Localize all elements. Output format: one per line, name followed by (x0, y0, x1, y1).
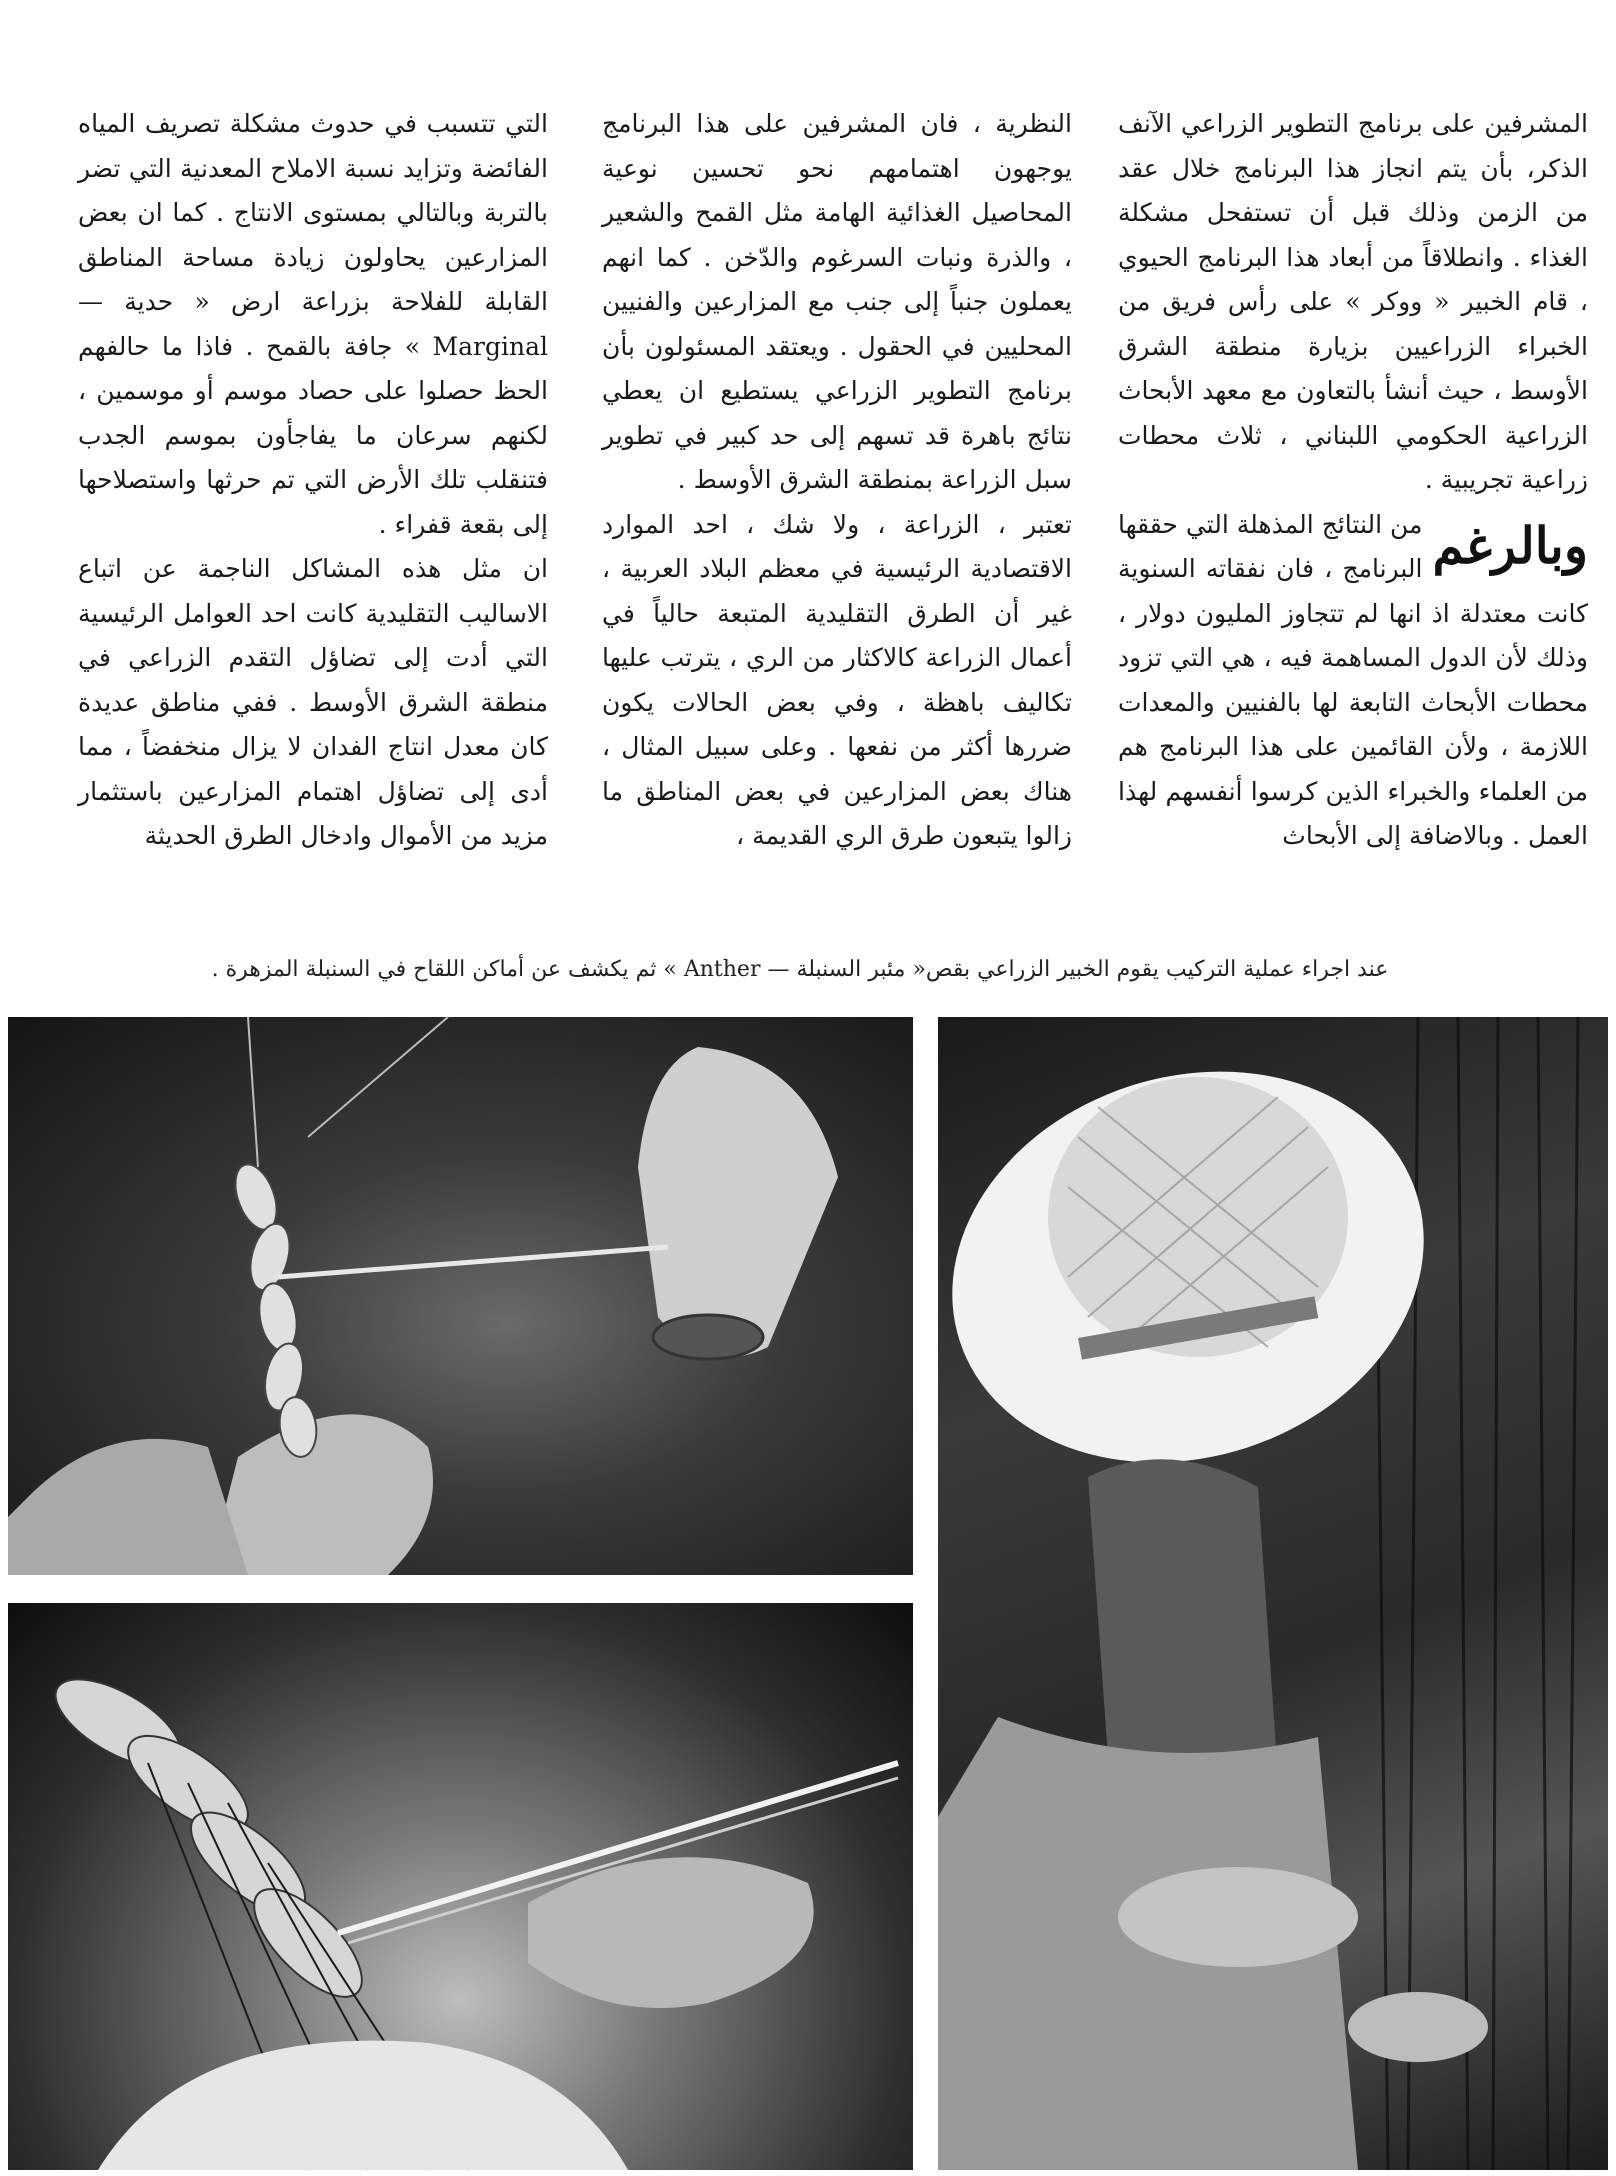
paragraph: ان مثل هذه المشاكل الناجمة عن اتباع الاساليب التقليدية كانت احد العوامل الرئيسية التي أدت إلى تضاؤل التقدم الزراعي في منطقة الشرق الأوسط . ففي مناطق عديدة كان معدل انتاج الفدان لا يزال منخفضاً ، مما أدى إلى تضاؤل اهتمام المزارعين باستثمار مزيد من الأموال وادخال الطرق الحديثة (78, 554, 548, 850)
photo-caption: عند اجراء عملية التركيب يقوم الخبير الزراعي بقص« مئبر السنبلة — Anther » ثم يكشف عن أماكن اللقاح في السنبلة المزهرة . (211, 957, 1389, 982)
text-column-left (78, 102, 548, 850)
scientist-photo-illustration (938, 1017, 1608, 2170)
paragraph: النظرية ، فان المشرفين على هذا البرنامج يوجهون اهتمامهم نحو تحسين نوعية المحاصيل الغذائية الهامة مثل القمح والشعير ، والذرة ونبات السرغوم والدّخن . كما انهم يعملون جنباً إلى جنب مع المزارعين والفنيين المحليين في الحقول . ويعتقد المسئولون بأن برنامج التطوير الزراعي يستطيع ان يعطي نتائج باهرة قد تسهم إلى حد كبير في تطوير سبل الزراعة بمنطقة الشرق الأوسط . (602, 109, 1072, 494)
photo-scientist-in-wheat-field (938, 1017, 1608, 2170)
photo-wheat-spike-closeup (8, 1603, 913, 2170)
paragraph-with-lead-word (1118, 503, 1588, 859)
paragraph-text: من النتائج المذهلة التي حققها البرنامج ، فان نفقاته السنوية كانت معتدلة اذ انها لم تتجاوز المليون دولار ، وذلك لأن الدول المساهمة فيه ، هي التي تزود محطات الأبحاث التابعة لها بالفنيين والمعدات اللازمة ، ولأن القائمين على هذا البرنامج هم من العلماء والخبراء الذين كرسوا أنفسهم لهذا العمل . وبالاضافة إلى الأبحاث (1118, 509, 1588, 850)
photo-hand-holding-wheat-ear (8, 1017, 913, 1575)
lead-word: وبالرغم (1432, 515, 1588, 575)
paragraph: التي تتسبب في حدوث مشكلة تصريف المياه الفائضة وتزايد نسبة الاملاح المعدنية التي تضر بالتربة وبالتالي بمستوى الانتاج . كما ان بعض المزارعين يحاولون زيادة مساحة المناطق القابلة للفلاحة بزراعة ارض « حدية — Marginal » جافة بالقمح . فاذا ما حالفهم الحظ حصلوا على حصاد موسم أو موسمين ، لكنهم سرعان ما يفاجأون بموسم الجدب فتنقلب تلك الأرض التي تم حرثها واستصلاحها إلى بقعة قفراء . (78, 109, 548, 539)
text-column-middle (602, 102, 1072, 850)
paragraph: المشرفين على برنامج التطوير الزراعي الآنف الذكر، بأن يتم انجاز هذا البرنامج خلال عقد من الزمن وذلك قبل أن تستفحل مشكلة الغذاء . وانطلاقاً من أبعاد هذا البرنامج الحيوي ، قام الخبير « ووكر » على رأس فريق من الخبراء الزراعيين بزيارة منطقة الشرق الأوسط ، حيث أنشأ بالتعاون مع معهد الأبحاث الزراعية الحكومي اللبناني ، ثلاث محطات زراعية تجريبية . (1118, 109, 1588, 494)
paragraph: تعتبر ، الزراعة ، ولا شك ، احد الموارد الاقتصادية الرئيسية في معظم البلاد العربية ، غير أن الطرق التقليدية المتبعة حالياً في أعمال الزراعة كالاكثار من الري ، يترتب عليها تكاليف باهظة ، وفي بعض الحالات يكون ضررها أكثر من نفعها . وعلى سبيل المثال ، هناك بعض المزارعين في بعض المناطق ما زالوا يتبعون طرق الري القديمة ، (602, 509, 1072, 850)
wheat-closeup-illustration (8, 1603, 913, 2170)
hand-wheat-photo-illustration (8, 1017, 913, 1575)
text-column-right (1118, 102, 1588, 850)
